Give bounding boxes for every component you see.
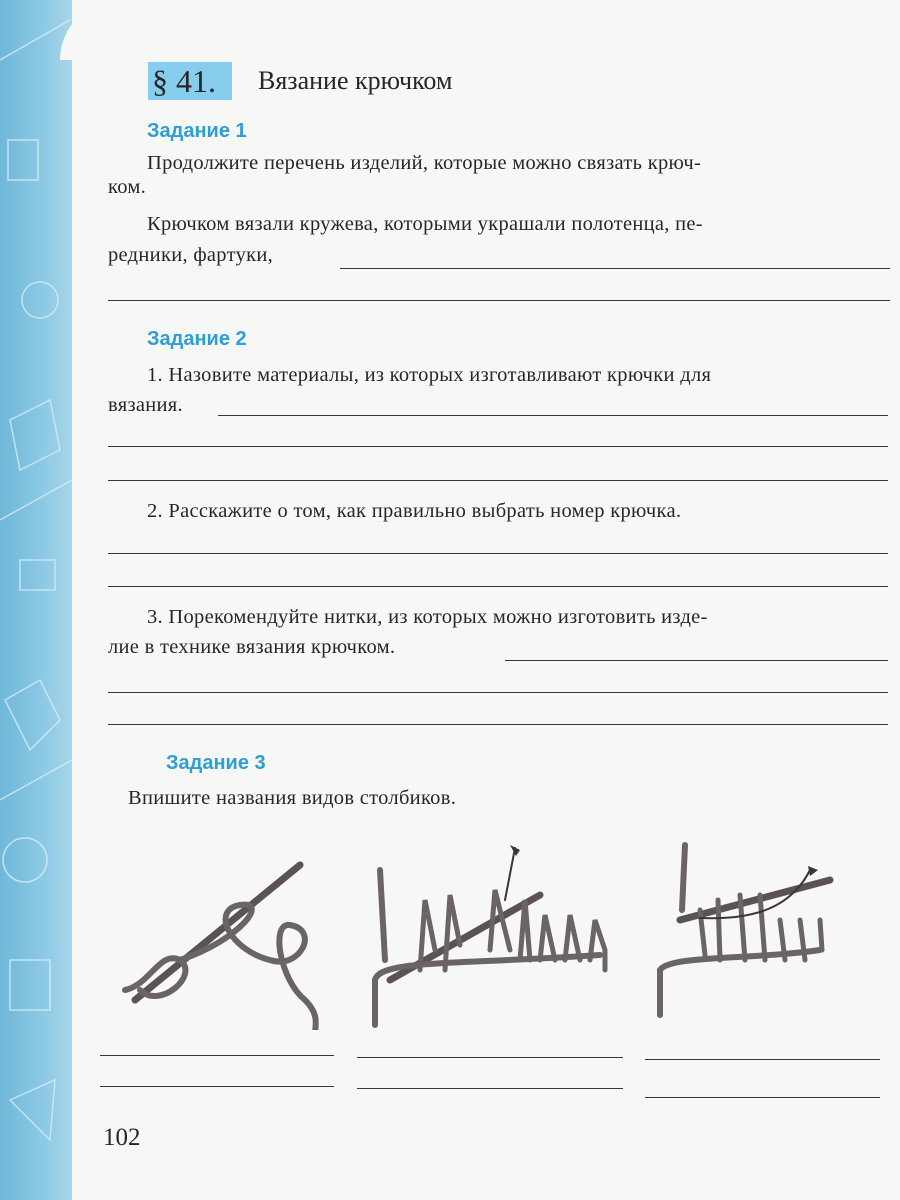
stitch-name-answer-line[interactable]: [357, 1088, 623, 1089]
answer-line[interactable]: [505, 660, 888, 661]
task2-q3-line2: лие в технике вязания крючком.: [108, 636, 396, 658]
task2-q2: 2. Расскажите о том, как правильно выбрать номер крючка.: [147, 500, 682, 522]
stitch-name-answer-line[interactable]: [100, 1055, 334, 1056]
task1-heading: Задание 1: [147, 120, 247, 142]
answer-line[interactable]: [108, 300, 890, 301]
task2-q1-line2: вязания.: [108, 394, 183, 416]
task2-heading: Задание 2: [147, 328, 247, 350]
stitch-name-answer-line[interactable]: [357, 1057, 623, 1058]
stitch-name-answer-line[interactable]: [100, 1086, 334, 1087]
task3-text: Впишите названия видов столбиков.: [128, 787, 457, 809]
single-crochet-illustration: [125, 865, 316, 1030]
double-crochet-illustration: [375, 845, 605, 1025]
section-number: § 41.: [148, 62, 232, 100]
task1-line1: Продолжите перечень изделий, которые можно связать крюч-: [147, 152, 702, 174]
decorative-side-strip: [0, 0, 72, 1200]
answer-line[interactable]: [108, 724, 888, 725]
treble-crochet-illustration: [660, 845, 830, 1015]
task3-heading: Задание 3: [166, 752, 266, 774]
answer-line[interactable]: [340, 268, 890, 269]
stitch-name-answer-line[interactable]: [645, 1097, 880, 1098]
geometric-pattern-icon: [0, 0, 72, 1200]
stitch-name-answer-line[interactable]: [645, 1059, 880, 1060]
task2-q1-line1: 1. Назовите материалы, из которых изготавливают крючки для: [147, 364, 712, 386]
answer-line[interactable]: [108, 480, 888, 481]
section-title: Вязание крючком: [258, 66, 453, 95]
task1-line2: ком.: [108, 176, 147, 198]
task2-q3-line1: 3. Порекомендуйте нитки, из которых можно изготовить изде-: [147, 606, 708, 628]
answer-line[interactable]: [108, 586, 888, 587]
answer-line[interactable]: [218, 415, 888, 416]
task1-line3: Крючком вязали кружева, которыми украшали полотенца, пе-: [147, 213, 703, 235]
page-number: 102: [103, 1124, 141, 1151]
answer-line[interactable]: [108, 692, 888, 693]
answer-line[interactable]: [108, 446, 888, 447]
crochet-stitch-illustrations: [100, 840, 900, 1030]
answer-line[interactable]: [108, 553, 888, 554]
task1-line4: редники, фартуки,: [108, 244, 274, 266]
